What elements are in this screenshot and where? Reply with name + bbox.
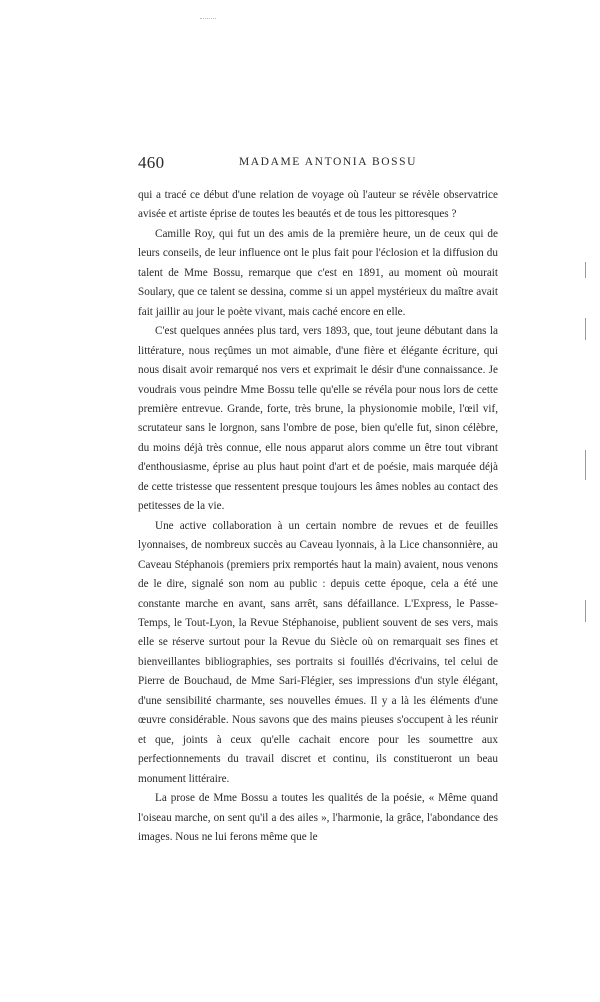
- running-title: MADAME ANTONIA BOSSU: [238, 156, 418, 168]
- paragraph: qui a tracé ce début d'une relation de voyage où l'auteur se révèle observatrice avisée et artiste éprise de toutes les beautés et de tous les pittoresques ?: [138, 189, 498, 221]
- body-text: [138, 186, 498, 847]
- margin-mark: [585, 262, 586, 278]
- paragraph: C'est quelques années plus tard, vers 1893, que, tout jeune débutant dans la littérature, nous reçûmes un mot aimable, d'une fière et élégante écriture, qui nous disait avoir remarqué nos vers et exprimait le désir d'une connaissance. Je voudrais vous peindre Mme Bossu telle qu'elle se révéla pour nous lors de cette première entrevue. Grande, forte, très brune, la physionomie mobile, l'œil vif, scrutateur sans le lorgnon, sans l'ombre de pose, bien qu'elle fut, sinon célèbre, du moins déjà très connue, elle nous apparut alors comme un être tout vibrant d'enthousiasme, éprise au plus haut point d'art et de poésie, mais marquée déjà de cette tristesse que ressentent presque toujours les âmes nobles au contact des petitesses de la vie.: [138, 325, 498, 513]
- faint-scan-mark: [200, 18, 216, 25]
- page-number: 460: [138, 153, 165, 172]
- margin-mark: [585, 600, 586, 622]
- paragraph: Camille Roy, qui fut un des amis de la première heure, un de ceux qui de leurs conseils, de leur influence ont le plus fait pour l'éclosion et la diffusion du talent de Mme Bossu, remarque que c'est en 1891, au moment où mourait Soulary, que ce talent se dessina, comme si un appel mystérieux du maître avait fait jaillir au jour le poète vivant, mais caché encore en elle.: [138, 227, 498, 318]
- margin-mark: [585, 318, 586, 340]
- page-header: [138, 153, 498, 175]
- margin-mark: [585, 450, 586, 480]
- paragraph: Une active collaboration à un certain nombre de revues et de feuilles lyonnaises, de nombreux succès au Caveau lyonnais, à la Lice chansonnière, au Caveau Stéphanois (premiers prix remportés haut la main) avaient, nous venons de le dire, signalé son nom au public : depuis cette époque, cela a été une constante marche en avant, sans arrêt, sans défaillance. L'Express, le Passe-Temps, le Tout-Lyon, la Revue Stéphanoise, publient souvent de ses vers, mais elle se réserve surtout pour la Revue du Siècle où on remarquait ses fines et bienveillantes bibliographies, ses portraits si fouillés d'écrivains, tel celui de Pierre de Bouchaud, de Mme Sari-Flégier, ses impressions d'un style élégant, d'une sensibilité charmante, ses nouvelles émues. Il y a là les éléments d'une œuvre considérable. Nous savons que des mains pieuses s'occupent à les réunir et que, joints à ceux qu'elle cachait encore pour les soumettre aux perfectionnements du travail discret et continu, ils constitueront un beau monument littéraire.: [138, 519, 498, 785]
- paragraph: La prose de Mme Bossu a toutes les qualités de la poésie, « Même quand l'oiseau marche, on sent qu'il a des ailes », l'harmonie, la grâce, l'abondance des images. Nous ne lui ferons même que le: [138, 792, 498, 843]
